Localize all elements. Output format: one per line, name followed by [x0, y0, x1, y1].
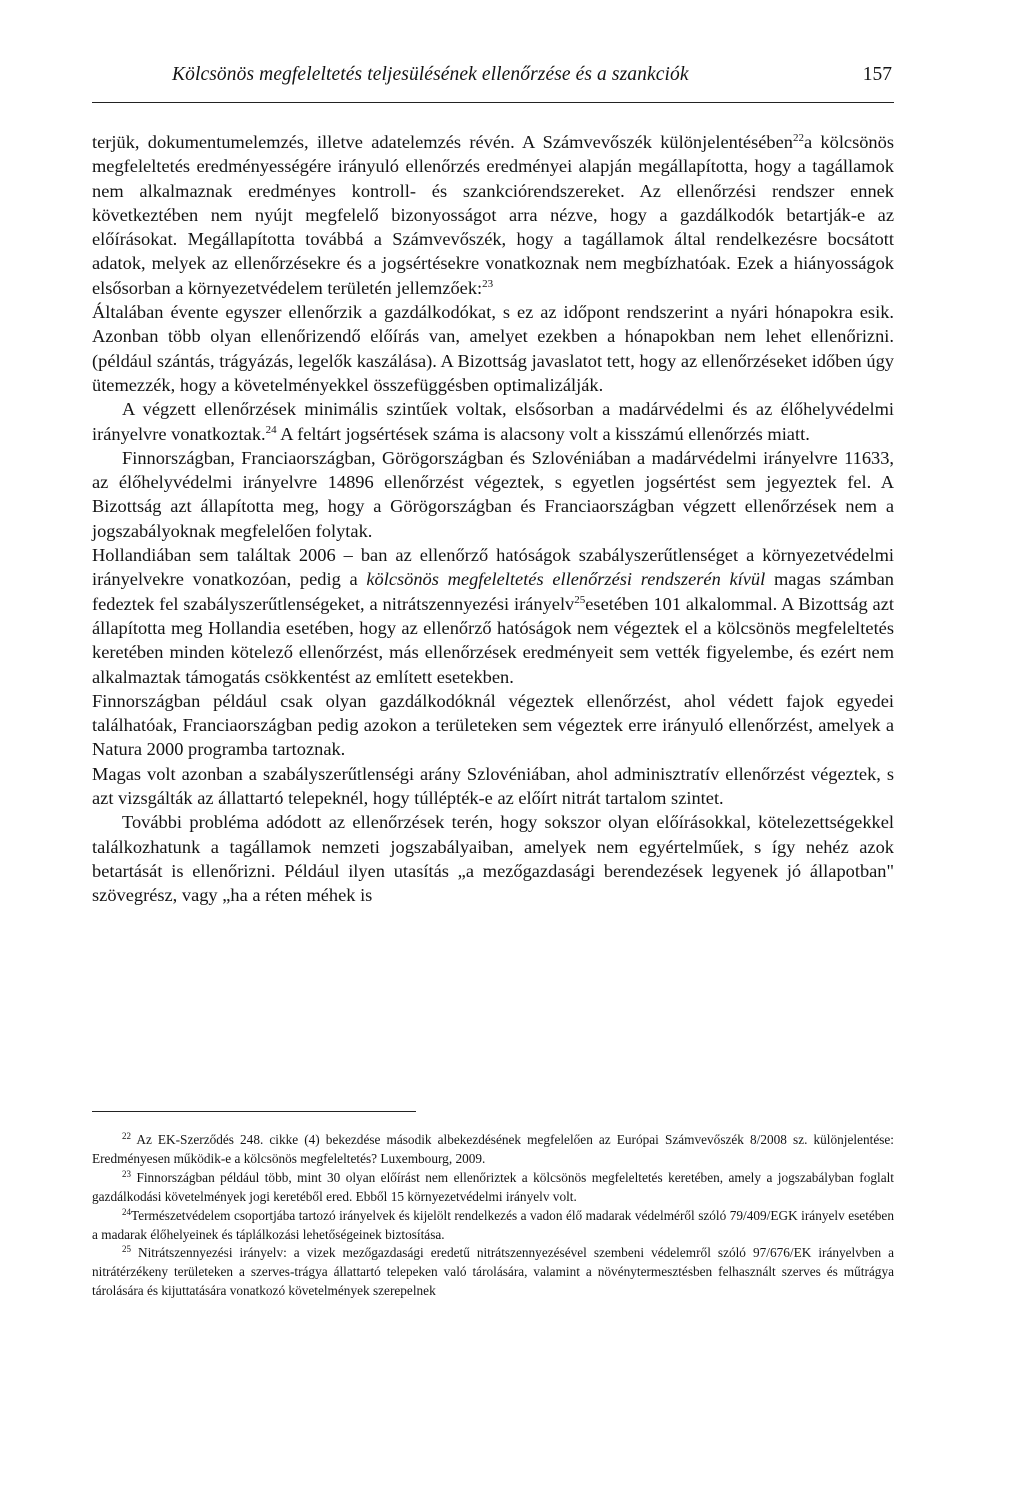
footnote-divider [92, 1111, 416, 1112]
footnote-ref[interactable]: 22 [792, 132, 804, 144]
paragraph: Finnországban például csak olyan gazdálkodóknál végeztek ellenőrzést, ahol védett fajok egyedei találhatóak, Franciaországban pedig azokon a területeken sem végeztek erre irányuló ellenőrzést, amelyek a Natura 2000 programba tartoznak. [92, 690, 894, 760]
footnotes [92, 1131, 894, 1301]
footnote: $^{24}$Természetvédelem csoportjába tartozó irányelvek és kijelölt rendelkezés a vadon élő madarak védelméről szóló 79/409/EGK irányelv esetében a madarak élőhelyeinek és táplálkozási lehetőségeinek biztosítása. [92, 1206, 894, 1242]
footnote: $^{25}$ Nitrátszennyezési irányelv: a vizek mezőgazdasági eredetű nitrátszennyezésével szembeni védelemről szóló 97/676/EK irányelvben a nitrátérzékeny területeken a szerves-trágya állattartó telepeken való tárolására, valamint a növénytermesztésben felhasznált szerves és műtrágya tárolására és kijuttatására vonatkozó követelmények szerepelnek [92, 1244, 894, 1299]
footnote: $^{22}$ Az EK-Szerződés 248. cikke (4) bekezdése második albekezdésének megfelelően az Európai Számvevőszék 8/2008 sz. különjelentése: Eredményesen működik-e a kölcsönös megfeleltetés? Luxembourg, 2009. [92, 1131, 894, 1166]
footnote: $^{23}$ Finnországban például több, mint 30 olyan előírást nem ellenőriztek a kölcsönös megfeleltetés keretében, amely a jogszabályban foglalt gazdálkodási követelmények jogi keretéből ered. Ebből 15 környezetvédelmi irányelv volt. [92, 1168, 894, 1204]
paragraph: Finnországban, Franciaországban, Görögországban és Szlovéniában a madárvédelmi irányelvre 11633, az élőhelyvédelmi irányelvre 14896 ellenőrzést végeztek, s egyetlen jogsértést sem jegyeztek fel. A Bizottság azt állapította meg, hogy a Görögországban és Franciaországban végzett ellenőrzések nem a jogszabályoknak megfelelően folytak. [92, 447, 894, 541]
paragraph: További probléma adódott az ellenőrzések terén, hogy sokszor olyan előírásokkal, kötelezettségekkel találkozhatunk a tagállamok nemzeti jogszabályaiban, amelyek nem egyértelműek, s így nehéz azok betartását is ellenőrizni. Például ilyen utasítás „a mezőgazdasági berendezések legyenek jó állapotban" szövegrész, vagy „ha a réten méhek is [92, 812, 894, 906]
footnote-ref[interactable]: 24 [265, 423, 277, 436]
paragraph: Magas volt azonban a szabályszerűtlenségi arány Szlovéniában, ahol adminisztratív ellenőrzést végeztek, s azt vizsgálták az állattartó telepeknél, hogy túllépték-e az előírt nitrát tartalom szintet. [92, 763, 894, 809]
paragraph: A végzett ellenőrzések minimális szintűek voltak, elsősorban a madárvédelmi és az élőhelyvédelmi irányelvre vonatkoztak.$^{24}$ A feltárt jogsértések száma is alacsony volt a kisszámú ellenőrzés miatt. [92, 399, 894, 444]
running-title: Kölcsönös megfeleltetés teljesülésének ellenőrzése és a szankciók [172, 64, 689, 85]
paragraph: Általában évente egyszer ellenőrzik a gazdálkodókat, s ez az időpont rendszerint a nyári hónapokra esik. Azonban több olyan ellenőrizendő előírás van, amelyet ezekben a hónapokban nem lehet ellenőrizni. (például szántás, trágyázás, legelők kaszálása). A Bizottság javaslatot tett, hogy az ellenőrzéseket időben úgy ütemezzék, hogy a követelményekkel összefüggésben optimalizálják. [92, 302, 894, 395]
body-text [92, 130, 894, 908]
footnote-ref[interactable]: 25 [574, 593, 586, 606]
emphasis: kölcsönös megfeleltetés ellenőrzési rendszerén kívül [366, 569, 766, 590]
page-header [92, 62, 894, 103]
page-number: 157 [862, 64, 892, 85]
footnote-ref[interactable]: 23 [482, 277, 494, 290]
paragraph: terjük, dokumentumelemzés, illetve adatelemzés révén. A Számvevőszék különjelentésében$^{22}$a kölcsönös megfeleltetés eredményességére irányuló ellenőrzés eredményei alapján megállapította, hogy a tagállamok nem alkalmaznak eredményes kontroll- és szankciórendszereket. Az ellenőrzési rendszer ennek következtében nem nyújt megfelelő bizonyosságot arra nézve, hogy a gazdálkodók betartják-e az előírásokat. Megállapította továbbá a Számvevőszék, hogy a tagállamok által rendelkezésre bocsátott adatok, melyek az ellenőrzésekre és a jogsértésekre vonatkoznak nem megbízhatóak. Ezek a hiányosságok elsősorban a környezetvédelem területén jellemzőek:$^{23}$ [92, 132, 894, 298]
paragraph: Hollandiában sem találtak 2006 – ban az ellenőrző hatóságok szabályszerűtlenséget a környezetvédelmi irányelvekre vonatkozóan, pedig a kölcsönös megfeleltetés ellenőrzési rendszerén kívül magas számban fedeztek fel szabályszerűtlenségeket, a nitrátszennyezési irányelv$^{25}$esetében 101 alkalommal. A Bizottság azt állapította meg Hollandia esetében, hogy az ellenőrző hatóságok nem végeztek el a kölcsönös megfeleltetés keretében minden kötelező ellenőrzést, más ellenőrzések eredményeit sem vették figyelembe, és ezért nem alkalmaztak támogatás csökkentést az említett esetekben. [92, 545, 894, 687]
